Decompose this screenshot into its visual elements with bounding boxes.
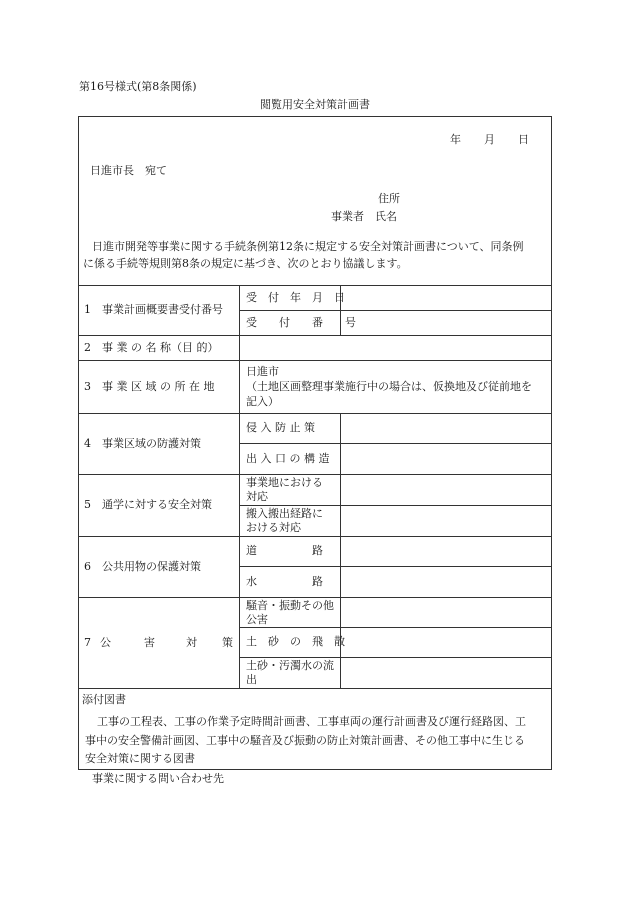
attachments-heading: 添付図書 xyxy=(82,693,126,706)
attachments-line-1: 工事の工程表、工事の作業予定時間計画書、工事車両の運行計画書及び運行経路図、工 xyxy=(97,715,526,728)
date-day: 日 xyxy=(518,133,529,146)
document-title: 閲覧用安全対策計画書 xyxy=(260,98,370,111)
row-5-sub-2-line-1: 搬入搬出経路に xyxy=(246,507,323,520)
attachments-line-2: 事中の安全警備計画図、工事中の騒音及び振動の防止対策計画書、その他工事中に生じる xyxy=(85,734,525,747)
row-7-sub-3-line-1: 土砂・汚濁水の流 xyxy=(246,659,334,672)
row-5-sub-1-line-2: 対応 xyxy=(246,490,268,503)
row-4-sub-entrance: 出 入 口 の 構 造 xyxy=(246,451,330,465)
row-5-label: 5 通学に対する安全対策 xyxy=(84,498,212,511)
row-2-label: 2 事 業 の 名 称（目 的） xyxy=(84,340,219,354)
row-7-sub-1-line-2: 公害 xyxy=(246,613,268,626)
row-7-sub-3-line-2: 出 xyxy=(246,673,257,686)
row-5-sub-2-line-2: おける対応 xyxy=(246,521,301,534)
row-7-label-char-1: 公 xyxy=(100,635,111,649)
row-6-sub-waterway: 水 路 xyxy=(246,574,323,588)
row-6-sub-road: 道 路 xyxy=(246,544,323,557)
row-7-label-char-2: 害 xyxy=(144,635,155,649)
row-1-sub-received-date: 受 付 年 月 日 xyxy=(246,290,345,304)
intro-line-2: に係る手続等規則第8条の規定に基づき、次のとおり協議します。 xyxy=(83,257,408,270)
attachments-line-3: 安全対策に関する図書 xyxy=(85,752,195,765)
row-3-value-line-1: 日進市 xyxy=(246,365,279,378)
row-7-sub-1-line-1: 騒音・振動その他 xyxy=(246,599,334,612)
row-3-value-line-3: 記入） xyxy=(246,395,279,408)
row-1-sub-received-number: 受 付 番 号 xyxy=(246,315,356,329)
row-1-label: 1 事業計画概要書受付番号 xyxy=(84,303,223,316)
row-7-label-number: 7 xyxy=(84,635,91,649)
row-6-label: 6 公共用物の保護対策 xyxy=(84,559,201,573)
date-month: 月 xyxy=(484,133,495,146)
row-5-sub-1-line-1: 事業地における xyxy=(246,476,323,489)
row-3-value-line-2: （土地区画整理事業施行中の場合は、仮換地及び従前地を xyxy=(246,380,532,393)
row-4-label: 4 事業区域の防護対策 xyxy=(84,436,201,450)
contact-label: 事業に関する問い合わせ先 xyxy=(92,772,224,785)
date-year: 年 xyxy=(450,133,461,146)
form-number: 第16号様式(第8条関係) xyxy=(79,80,197,93)
row-7-sub-sand-scatter: 土 砂 の 飛 散 xyxy=(246,635,345,648)
address-label: 住所 xyxy=(378,192,400,205)
row-7-label-char-4: 策 xyxy=(222,635,233,649)
addressee: 日進市長 宛て xyxy=(90,164,167,177)
intro-line-1: 日進市開発等事業に関する手続条例第12条に規定する安全対策計画書について、同条例 xyxy=(92,240,524,253)
row-4-sub-intrusion: 侵 入 防 止 策 xyxy=(246,421,315,434)
row-7-label-char-3: 対 xyxy=(186,635,197,649)
applicant-name-label: 事業者 氏名 xyxy=(331,210,397,223)
row-3-label: 3 事 業 区 域 の 所 在 地 xyxy=(84,379,215,393)
